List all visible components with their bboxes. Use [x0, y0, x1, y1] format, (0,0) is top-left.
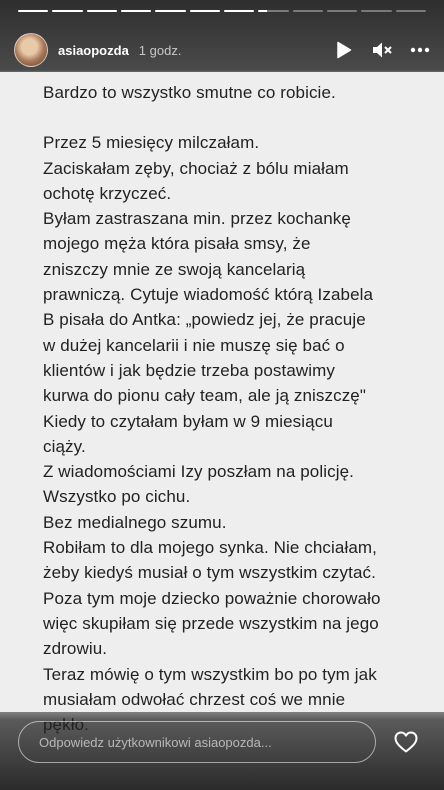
story-text-line: zdrowiu.: [43, 639, 108, 659]
story-text-line: mojego męża która pisała smsy, że: [43, 234, 311, 254]
story-text-line: żeby kiedyś musiał o tym wszystkim czytać.: [43, 563, 376, 583]
story-text: [43, 80, 413, 737]
muted-speaker-icon: [372, 41, 392, 59]
progress-segment: [155, 10, 185, 12]
progress-segment: [190, 10, 220, 12]
story-controls: [334, 40, 430, 60]
progress-segment: [327, 10, 357, 12]
progress-fill: [155, 10, 185, 12]
mute-button[interactable]: [372, 40, 392, 60]
story-text-line: pękło.: [43, 715, 89, 735]
story-text-line: Wszystko po cichu.: [43, 487, 191, 507]
progress-segment: [224, 10, 254, 12]
progress-fill: [87, 10, 117, 12]
username[interactable]: asiaopozda: [58, 42, 129, 58]
heart-icon: [394, 731, 418, 753]
progress-fill: [258, 10, 267, 12]
progress-fill: [18, 10, 48, 12]
story-text-line: Byłam zastraszana min. przez kochankę: [43, 209, 351, 229]
story-text-line: klientów i jak będzie trzeba postawimy: [43, 360, 335, 380]
story-timestamp: 1 godz.: [138, 42, 182, 58]
progress-segment: [361, 10, 391, 12]
progress-fill: [121, 10, 151, 12]
progress-segment: [293, 10, 323, 12]
progress-segment: [258, 10, 288, 12]
story-text-line: musiałam odwołać chrzest coś we mnie: [43, 689, 346, 709]
avatar[interactable]: [14, 33, 48, 67]
play-icon: [336, 41, 352, 59]
more-options-button[interactable]: [410, 40, 430, 60]
story-text-line: B pisała do Antka: „powiedz jej, że pracuje: [43, 310, 366, 330]
progress-fill: [224, 10, 254, 12]
progress-segment: [121, 10, 151, 12]
progress-fill: [190, 10, 220, 12]
story-text-line: więc skupiłam się przede wszystkim na jego: [43, 613, 379, 633]
reply-input[interactable]: [18, 721, 376, 763]
story-text-line: prawniczą. Cytuje wiadomość którą Izabela: [43, 285, 374, 305]
story-text-line: ochotę krzyczeć.: [43, 183, 172, 203]
story-text-line: Bardzo to wszystko smutne co robicie.: [43, 83, 336, 102]
progress-segment: [18, 10, 48, 12]
play-button[interactable]: [334, 40, 354, 60]
story-text-line: Z wiadomościami Izy poszłam na policję.: [43, 462, 354, 482]
story-text-line: Poza tym moje dziecko poważnie chorowało: [43, 588, 381, 608]
story-text-line: Zaciskałam zęby, chociaż z bólu miałam: [43, 158, 349, 178]
story-text-line: Bez medialnego szumu.: [43, 512, 227, 532]
story-text-line: ciąży.: [43, 436, 86, 456]
like-button[interactable]: [386, 722, 426, 762]
paragraph-gap: [43, 105, 413, 130]
story-footer: [18, 720, 426, 764]
story-text-line: Teraz mówię o tym wszystkim bo po tym jak: [43, 664, 377, 684]
progress-segment: [52, 10, 82, 12]
story-text-line: zniszczy mnie ze swoją kancelarią: [43, 259, 306, 279]
story-text-line: w dużej kancelarii i nie muszę się bać o: [43, 335, 345, 355]
story-text-line: Przez 5 miesięcy milczałam.: [43, 133, 260, 153]
story-text-line: kurwa do pionu cały team, ale ją zniszczę": [43, 386, 366, 406]
more-icon: [410, 47, 430, 53]
story-header: [14, 30, 430, 70]
story-text-line: Robiłam to dla mojego synka. Nie chciałam,: [43, 538, 377, 558]
progress-segment: [396, 10, 426, 12]
progress-segment: [87, 10, 117, 12]
story-text-line: Kiedy to czytałam byłam w 9 miesiącu: [43, 411, 333, 431]
progress-fill: [52, 10, 82, 12]
story-progress-bar: [18, 10, 426, 12]
